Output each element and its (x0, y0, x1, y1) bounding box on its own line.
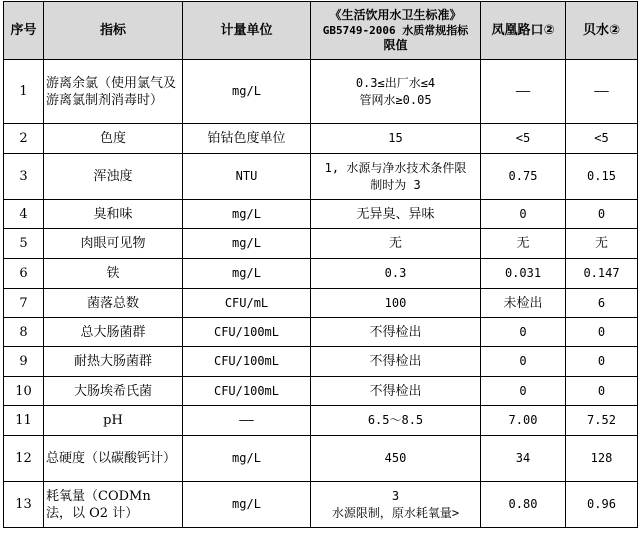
table-row (4, 318, 638, 347)
table-row (4, 154, 638, 200)
water-quality-table-container (3, 1, 638, 528)
water-quality-table (3, 1, 638, 528)
row-limit (311, 154, 481, 200)
row-site2: 0 (566, 318, 638, 347)
row-site2: 6 (566, 289, 638, 318)
row-site2: 0 (566, 377, 638, 406)
row-unit: mg/L (183, 259, 311, 289)
row-limit: 无异臭、异味 (311, 200, 481, 229)
table-row (4, 482, 638, 528)
row-unit: CFU/100mL (183, 377, 311, 406)
row-site1: 0.80 (481, 482, 566, 528)
row-site2: —— (566, 60, 638, 124)
header-standard-line2: GB5749-2006 水质常规指标 (322, 24, 469, 37)
row-no: 8 (4, 318, 44, 347)
row-site1: 0.75 (481, 154, 566, 200)
row-site2: 0.15 (566, 154, 638, 200)
row-limit: 不得检出 (311, 347, 481, 377)
row-no: 4 (4, 200, 44, 229)
table-row (4, 200, 638, 229)
row-unit: CFU/mL (183, 289, 311, 318)
header-standard (311, 2, 481, 60)
row-limit-line2: 制时为 3 (370, 177, 421, 192)
row-limit: 100 (311, 289, 481, 318)
table-row (4, 60, 638, 124)
table-row (4, 377, 638, 406)
header-standard-line1: 《生活饮用水卫生标准》 (329, 8, 462, 22)
row-unit: mg/L (183, 229, 311, 259)
row-site1: <5 (481, 124, 566, 154)
row-limit: 无 (311, 229, 481, 259)
row-unit: mg/L (183, 200, 311, 229)
row-limit: 不得检出 (311, 377, 481, 406)
row-indicator: pH (44, 406, 183, 436)
row-no: 2 (4, 124, 44, 154)
row-limit (311, 60, 481, 124)
row-no: 11 (4, 406, 44, 436)
row-indicator: 游离余氯（使用氯气及游离氯制剂消毒时） (44, 60, 183, 124)
header-no: 序号 (4, 2, 44, 60)
header-indicator: 指标 (44, 2, 183, 60)
row-limit-line1: 3 (391, 488, 400, 503)
row-indicator: 色度 (44, 124, 183, 154)
row-unit: mg/L (183, 60, 311, 124)
row-site1: 0 (481, 318, 566, 347)
row-unit: CFU/100mL (183, 318, 311, 347)
row-site1: 0.031 (481, 259, 566, 289)
row-unit: —— (183, 406, 311, 436)
table-row (4, 406, 638, 436)
row-indicator: 耗氧量（CODMn 法，以 O2 计） (44, 482, 183, 528)
row-limit: 15 (311, 124, 481, 154)
row-unit: NTU (183, 154, 311, 200)
row-limit: 6.5～8.5 (311, 406, 481, 436)
row-no: 10 (4, 377, 44, 406)
table-row (4, 259, 638, 289)
row-no: 9 (4, 347, 44, 377)
row-site2: 无 (566, 229, 638, 259)
row-site1: 未检出 (481, 289, 566, 318)
row-site1: 7.00 (481, 406, 566, 436)
row-no: 5 (4, 229, 44, 259)
row-indicator: 耐热大肠菌群 (44, 347, 183, 377)
table-row (4, 347, 638, 377)
row-unit: mg/L (183, 482, 311, 528)
row-site2: 0 (566, 347, 638, 377)
table-row (4, 229, 638, 259)
row-indicator: 肉眼可见物 (44, 229, 183, 259)
header-site1: 凤凰路口② (481, 2, 566, 60)
row-limit-line1: 1, 水源与净水技术条件限 (324, 160, 467, 175)
row-indicator: 铁 (44, 259, 183, 289)
row-indicator: 大肠埃希氏菌 (44, 377, 183, 406)
row-site1: 无 (481, 229, 566, 259)
row-site1: —— (481, 60, 566, 124)
row-site2: 7.52 (566, 406, 638, 436)
header-unit: 计量单位 (183, 2, 311, 60)
row-limit-line1: 0.3≤出厂水≤4 (355, 75, 436, 90)
row-unit: mg/L (183, 436, 311, 482)
table-row (4, 289, 638, 318)
row-site2: 0 (566, 200, 638, 229)
row-site2: <5 (566, 124, 638, 154)
row-site1: 0 (481, 347, 566, 377)
table-row (4, 436, 638, 482)
header-site2: 贝水② (566, 2, 638, 60)
row-unit: 铂钴色度单位 (183, 124, 311, 154)
row-no: 13 (4, 482, 44, 528)
row-indicator: 总硬度（以碳酸钙计） (44, 436, 183, 482)
row-indicator: 菌落总数 (44, 289, 183, 318)
row-no: 7 (4, 289, 44, 318)
row-indicator: 浑浊度 (44, 154, 183, 200)
row-no: 6 (4, 259, 44, 289)
row-indicator: 臭和味 (44, 200, 183, 229)
table-header-row (4, 2, 638, 60)
row-limit: 不得检出 (311, 318, 481, 347)
row-indicator: 总大肠菌群 (44, 318, 183, 347)
row-no: 3 (4, 154, 44, 200)
row-unit: CFU/100mL (183, 347, 311, 377)
row-limit: 0.3 (311, 259, 481, 289)
row-no: 1 (4, 60, 44, 124)
row-site2: 0.147 (566, 259, 638, 289)
row-limit-line2: 水源限制，原水耗氧量> (331, 505, 460, 520)
row-site1: 34 (481, 436, 566, 482)
table-row (4, 124, 638, 154)
row-site2: 0.96 (566, 482, 638, 528)
header-standard-line3: 限值 (383, 38, 408, 52)
row-limit-line2: 管网水≥0.05 (359, 92, 432, 107)
row-site1: 0 (481, 377, 566, 406)
row-site1: 0 (481, 200, 566, 229)
row-site2: 128 (566, 436, 638, 482)
row-limit: 450 (311, 436, 481, 482)
row-limit (311, 482, 481, 528)
row-no: 12 (4, 436, 44, 482)
